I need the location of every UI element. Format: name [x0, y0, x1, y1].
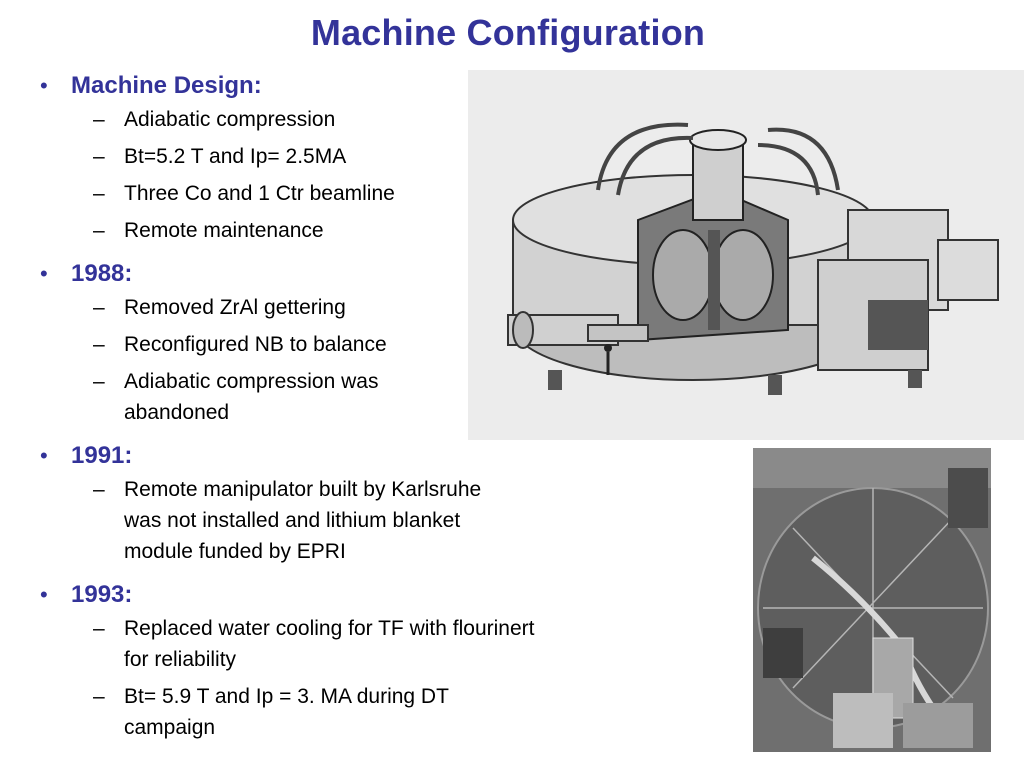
dash-icon: – — [93, 296, 105, 319]
bullet-list — [40, 68, 535, 753]
dash-icon: – — [93, 370, 105, 393]
dash-icon: – — [93, 219, 105, 242]
bullet-icon: • — [40, 443, 48, 468]
slide-title: Machine Configuration — [310, 12, 706, 53]
section-1993 — [40, 577, 535, 743]
list-item: – Remote manipulator built by Karlsruhe was not installed and lithium blanket module funded by EPRI — [71, 474, 524, 567]
machine-floor-photo — [753, 448, 991, 752]
dash-icon: – — [93, 182, 105, 205]
dash-icon: – — [93, 108, 105, 131]
list-item: – Bt=5.2 T and Ip= 2.5MA — [71, 141, 530, 172]
list-item: – Three Co and 1 Ctr beamline — [71, 178, 530, 209]
bullet-icon: • — [40, 73, 48, 98]
dash-icon: – — [93, 145, 105, 168]
dash-icon: – — [93, 685, 105, 708]
list-item: – Removed ZrAl gettering — [71, 292, 530, 323]
dash-icon: – — [93, 617, 105, 640]
section-heading: Machine Design: — [71, 72, 262, 99]
list-item: – Adiabatic compression — [71, 104, 530, 135]
section-heading: 1988: — [71, 260, 133, 287]
list-item: – Replaced water cooling for TF with flourinert for reliability — [71, 613, 544, 675]
list-item: – Bt= 5.9 T and Ip = 3. MA during DT campaign — [71, 681, 544, 743]
section-heading: 1993: — [71, 581, 133, 608]
section-1988 — [40, 256, 530, 428]
list-item: – Reconfigured NB to balance — [71, 329, 530, 360]
section-machine-design — [40, 68, 530, 246]
list-item: – Remote maintenance — [71, 215, 530, 246]
section-heading: 1991: — [71, 442, 133, 469]
machine-cutaway-illustration — [468, 70, 1024, 440]
bullet-icon: • — [40, 582, 48, 607]
section-1991 — [40, 438, 530, 567]
dash-icon: – — [93, 478, 105, 501]
list-item: – Adiabatic compression was abandoned — [71, 366, 454, 428]
bullet-icon: • — [40, 261, 48, 286]
dash-icon: – — [93, 333, 105, 356]
